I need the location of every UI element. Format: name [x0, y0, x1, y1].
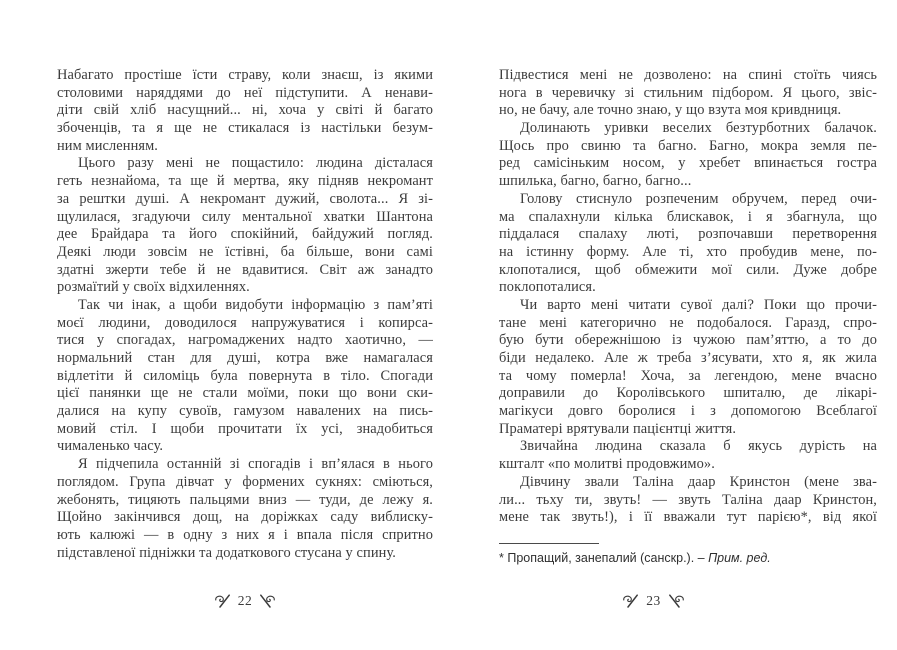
- text-line: жебонять, тицяють пальцями вниз — туди, де лежу я.: [57, 491, 433, 508]
- text-line: нога в черевичку зі стильним підбором. Я цього, звіс-: [499, 84, 877, 101]
- text-line: Деякі люди зовсім не їстівні, ба більше, вони самі: [57, 243, 433, 260]
- flourish-left-icon: [214, 594, 231, 608]
- text-line: магікуси довго боролися і з допомогою Всеблагої: [499, 403, 877, 420]
- text-line: біди недалеко. Але ж треба з’ясувати, хто я, як жила: [499, 350, 877, 366]
- text-line: Набагато простіше їсти страву, коли знаєш, із якими: [57, 67, 433, 83]
- text-line: ють калюжі — в одну з них я і впала після спритно: [57, 526, 433, 543]
- text-line: мене так звуть!), і її вважали тут парією*, від якої: [499, 509, 877, 526]
- flourish-right-icon: [668, 594, 685, 608]
- text-line: клопоталися, щоб обмежити мої сили. Дуже добре: [499, 261, 877, 278]
- footnote: [499, 543, 877, 566]
- text-line: розмаїтий у своїх відхиленнях.: [57, 279, 250, 296]
- text-line: діти свій хліб насущний... ні, хоча у світі й багато: [57, 102, 433, 119]
- text-line: далися на купу сувоїв, гамузом навалених на пись-: [57, 403, 433, 420]
- footnote-divider: [499, 543, 599, 544]
- text-line: мовий стіл. І щоби прочитати їх усі, знадобиться: [57, 420, 433, 437]
- page-number: 22: [237, 593, 253, 608]
- text-line: дее Брайдара та його спокійний, байдужий погляд.: [57, 226, 433, 243]
- text-line: здатні зжерти тебе й не вдавитися. Світ аж занадто: [57, 261, 433, 278]
- page-footer-left: [0, 593, 460, 609]
- text-line: піддалася спалаху люті, розпочавши перетворення: [499, 226, 877, 243]
- text-line: за рештки душі. А некромант дужий, сволота... Я зі-: [57, 190, 433, 207]
- text-line: моєї людини, доводилося напружуватися і копирса-: [57, 314, 433, 331]
- text-line: підставленої підніжки та додаткового стусана у спину.: [57, 544, 396, 561]
- text-line: Чи варто мені читати сувої далі? Поки що прочи-: [520, 296, 877, 313]
- text-line: на істинну форму. Але ті, хто пробудив мене, по-: [499, 243, 877, 260]
- text-line: Дівчину звали Таліна даар Кринстон (мене зва-: [520, 473, 877, 490]
- text-line: Підвестися мені не дозволено: на спині стоїть чиясь: [499, 67, 877, 83]
- text-line: Голову стиснуло розпеченим обручем, перед очи-: [520, 190, 877, 207]
- text-line: кшталт «по молитві продовжимо».: [499, 456, 715, 473]
- text-line: геть незнайома, та ще й мертва, яку підняв некромант: [57, 173, 433, 190]
- page-right: [460, 0, 897, 650]
- page-footer-right: [460, 593, 897, 609]
- text-line: та чому померла! Хоча, за легендою, мене вчасно: [499, 367, 877, 384]
- text-line: нормальний стан для душі, котра вже намагалася: [57, 350, 433, 366]
- text-line: доправили до Королівського шпиталю, де лікарі-: [499, 385, 877, 402]
- text-line: ли... тьху ти, звуть! — звуть Таліна даар Кринстон,: [499, 491, 877, 508]
- text-line: Праматері врятували пацієнтці життя.: [499, 420, 737, 437]
- footnote-body: * Пропащий, занепалий (санскр.). –: [499, 551, 709, 565]
- page-22-text: [57, 67, 433, 562]
- text-line: Я підчепила останній зі спогадів і вп’ялася в нього: [78, 456, 433, 473]
- text-line: Щойно закінчився дощ, на доріжках саду виблиску-: [57, 509, 433, 526]
- text-line: ним мисленням.: [57, 137, 158, 154]
- text-line: щулилася, згадуючи силу ментальної хватки Шантона: [57, 208, 433, 225]
- text-line: столовими наряддями до неї підступити. А ненави-: [57, 84, 433, 101]
- footnote-editor-note: Прим. ред.: [708, 551, 771, 565]
- text-line: тися у спогадах, нагромаджених надто хаотично, —: [57, 332, 433, 349]
- text-line: Долинають уривки веселих безтурботних балачок.: [520, 120, 877, 137]
- text-line: цієї панянки ще не стали моїми, поки що вони ски-: [57, 385, 433, 402]
- text-line: збоченців, та я ще не стикалася із настільки безум-: [57, 120, 433, 137]
- text-line: Звичайна людина сказала б якусь дурість на: [520, 438, 877, 455]
- text-line: бую бути обережнішою із чужою пам’яттю, а то до: [499, 332, 877, 349]
- text-line: тане мені категорично не подобалося. Гаразд, спро-: [499, 314, 877, 331]
- flourish-right-icon: [259, 594, 276, 608]
- text-line: відлетіти й силоміць була повернута в тіло. Спогади: [57, 367, 433, 384]
- text-line: ма спалахнули кілька блискавок, і я збагнула, що: [499, 208, 877, 225]
- flourish-left-icon: [622, 594, 639, 608]
- text-line: шпилька, багно, багно, багно...: [499, 173, 692, 190]
- text-line: Щось про свиню та багно. Багно, мокра земля пе-: [499, 137, 877, 154]
- text-line: чималенько часу.: [57, 438, 164, 455]
- page-number: 23: [646, 593, 661, 608]
- text-line: ред самісіньким носом, у хребет впинається гостра: [499, 155, 877, 172]
- text-line: поклопоталися.: [499, 279, 596, 296]
- text-line: поглядом. Група дівчат у формених сукнях: сміються,: [57, 473, 433, 490]
- text-line: Так чи інак, а щоби видобути інформацію з пам’яті: [78, 296, 433, 313]
- text-line: но, не бачу, але точно знаю, у що взута моя кривдниця.: [499, 102, 842, 119]
- footnote-text: [499, 551, 877, 566]
- text-line: Цього разу мені не пощастило: людина дісталася: [78, 155, 433, 172]
- page-23-text: [499, 67, 877, 527]
